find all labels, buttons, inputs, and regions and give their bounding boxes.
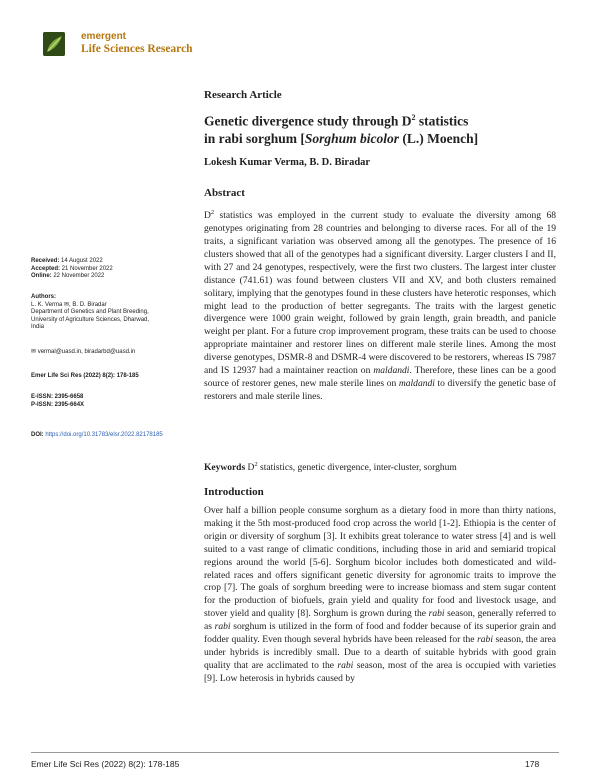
doi-link[interactable]: https://doi.org/10.31783/elsr.2022.82178185 [45,432,163,438]
author-line: L. K. Verma ✉, B. D. Biradar [31,301,107,308]
intro-part: Over half a billion people consume sorghum as a dietary food in more than thirty nations, making it the 5th most-produced food crop across the world [1-2]. Ethiopia is the center of origin or diversity of sorghum [3]. It exhibits great tolerance to water stress [4] and is well suited to a vast range of climatic conditions, including those in arid and semiarid tropical regions around the world [5-6]. Sorghum bicolor includes both domesticated and wild-related races and offers significant genetic diversity for agronomic traits to improve the crop [7]. The goals of sorghum breeding were to increase biomass and stem sugar content for the production of biofuels, grain yield and quality for food and livestock usage, and stover yield and quality [8]. Sorghum is grown during the [204,505,556,620]
article-authors: Lokesh Kumar Verma, B. D. Biradar [204,157,371,168]
abstract-part: . Therefore, these lines can be a good source of restorer genes, new male sterile lines on [204,365,556,389]
keywords-text: statistics, genetic divergence, inter-cluster, sorghum [257,463,457,474]
citation-text: Emer Life Sci Res (2022) 8(2): 178-185 [31,373,139,379]
affiliation-line: Department of Genetics and Plant Breeding, [31,309,149,316]
title-species: Sorghum bicolor [304,130,400,146]
online-date: 22 November 2022 [51,273,105,280]
received-date: 14 August 2022 [59,258,103,264]
abstract-part: statistics was employed in the current study to evaluate the diversity among 68 genotypes originating from 28 countries and belonging to diverse races. For all of the 19 traits, a significant variation was observed among all the genotypes. The presence of 16 clusters showed that all of the genotypes had a significant diversity. Larger clusters I and II, with 27 and 24 genotypes, respectively, were the first two clusters. The largest inter cluster distance (741.61) was found between clusters VII and XV, and both clusters remained solitary, implying that the genotypes found in these clusters have heterotic responses, which might lead to the production of better segregants. The traits with the largest genetic divergence were 1000 grain weight, followed by grain length, grain breadth, and panicle weight per plant. For a future crop improvement program, these traits can be used to choose appropriate maintainer and restorer lines on different male sterile lines. Among the most diverse genotypes, DSMR-8 and DSMR-4 were discovered to be restorers, whereas IS 7987 and IS 12937 had a maintainer reaction on [204,210,556,377]
introduction-text [204,505,556,686]
footer-citation: Emer Life Sci Res (2022) 8(2): 178-185 [31,759,180,769]
abstract-d2: D [204,210,211,222]
keywords [204,461,564,473]
intro-part: season, the area under hybrids is incredibly small. Due to a dearth of suitable hybrids with good grain quality that are acclimated to the [204,634,556,671]
intro-italic: rabi [214,621,231,633]
journal-logo [43,32,65,56]
footer-divider [31,752,559,753]
article-title [204,109,564,147]
article-type: Research Article [204,89,282,101]
title-text: (L.) Moench] [399,130,479,146]
keywords-d2: D [245,463,255,474]
authors-block [31,294,191,332]
affiliation-line: University of Agriculture Sciences, Dharwad, [31,316,150,323]
leaf-icon [43,32,65,56]
title-text: in rabi sorghum [ [204,130,305,146]
eissn: E-ISSN: 2395-6658 [31,394,84,400]
abstract-italic: maldandi [398,377,435,389]
issn-block [31,394,191,409]
accepted-label: Accepted: [31,265,61,272]
intro-part: season, generally referred to as [204,608,557,633]
affiliation-line: India [31,324,45,331]
abstract-heading: Abstract [204,187,245,199]
intro-part: season, most of the area is occupied with varieties [9]. Low heterosis in hybrids caused by [204,659,556,684]
doi-block [31,432,201,440]
abstract-part: to diversify the genetic base of restorers and male sterile lines. [204,377,557,402]
keywords-d2-sup: 2 [254,461,258,468]
abstract-text [204,207,556,404]
doi-label: DOI: [31,432,44,438]
keywords-label: Keywords [204,463,246,474]
page-number: 178 [525,759,540,769]
abstract-d2-sup: 2 [210,209,215,216]
sidebar-citation [31,373,191,381]
journal-top-word: emergent [81,31,127,42]
introduction-heading: Introduction [204,486,264,498]
pissn: P-ISSN: 2395-664X [31,401,85,408]
dates-block [31,258,191,281]
authors-label: Authors: [31,294,56,300]
email-line[interactable]: ✉ vermal@uasd.in, biradarbd@uasd.in [31,349,136,355]
title-text: Genetic divergence study through D [204,113,412,129]
intro-italic: rabi [428,608,445,620]
title-superscript: 2 [411,113,416,122]
intro-italic: rabi [477,634,493,646]
online-label: Online: [31,273,52,280]
abstract-italic: maldandi [373,365,410,377]
intro-italic: rabi [337,659,354,671]
intro-part: sorghum is utilized in the form of food and fodder because of its superior grain and fodder quality. Even though several hybrids have been released for the [204,621,556,646]
journal-name: Life Sciences Research [81,43,193,55]
title-text: statistics [415,113,469,129]
accepted-date: 21 November 2022 [60,265,113,272]
received-label: Received: [31,258,60,264]
